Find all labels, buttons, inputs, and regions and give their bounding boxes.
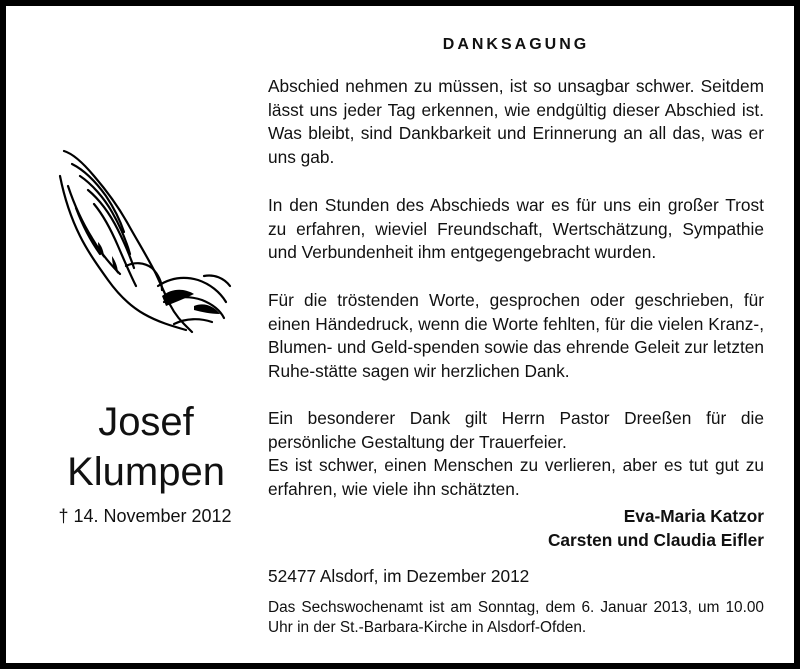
place-date: 52477 Alsdorf, im Dezember 2012 bbox=[268, 566, 530, 586]
paragraph-1: Abschied nehmen zu müssen, ist so unsagbar schwer. Seitdem lässt uns jeder Tag erkennen, wie endgültig dieser Abschied ist. Was bleibt, sind Dankbarkeit und Erinnerung an all das, was er uns gab. bbox=[268, 76, 764, 168]
praying-hands-icon bbox=[54, 146, 234, 346]
deceased-last-name: Klumpen bbox=[67, 450, 225, 494]
signer-1: Eva-Maria Katzor bbox=[623, 506, 764, 526]
signer-2: Carsten und Claudia Eifler bbox=[547, 530, 764, 550]
paragraph-4: Ein besonderer Dank gilt Herrn Pastor Dreeßen für die persönliche Gestaltung der Trauerfeier. bbox=[268, 408, 764, 452]
signers bbox=[268, 504, 764, 552]
page-title: DANKSAGUNG bbox=[442, 36, 590, 53]
paragraph-5: Es ist schwer, einen Menschen zu verlieren, aber es tut gut zu erfahren, wie viele ihn schätzten. bbox=[268, 455, 764, 499]
death-date: † 14. November 2012 bbox=[58, 506, 232, 526]
deceased-first-name: Josef bbox=[98, 400, 194, 444]
mass-notice: Das Sechswochenamt ist am Sonntag, dem 6. Januar 2013, um 10.00 Uhr in der St.-Barbara-Kirche in Alsdorf-Ofden. bbox=[268, 599, 764, 636]
paragraph-3: Für die tröstenden Worte, gesprochen oder geschrieben, für einen Händedruck, wenn die Worte fehlten, für die vielen Kranz-, Blumen- und Geld-spenden sowie das ehrende Geleit zur letzten Ruhe-stätte sagen wir herzlichen Dank. bbox=[268, 290, 764, 382]
paragraph-2: In den Stunden des Abschieds war es für uns ein großer Trost zu erfahren, wieviel Freundschaft, Wertschätzung, Sympathie und Verbundenheit ihm entgegengebracht wurden. bbox=[268, 195, 764, 263]
